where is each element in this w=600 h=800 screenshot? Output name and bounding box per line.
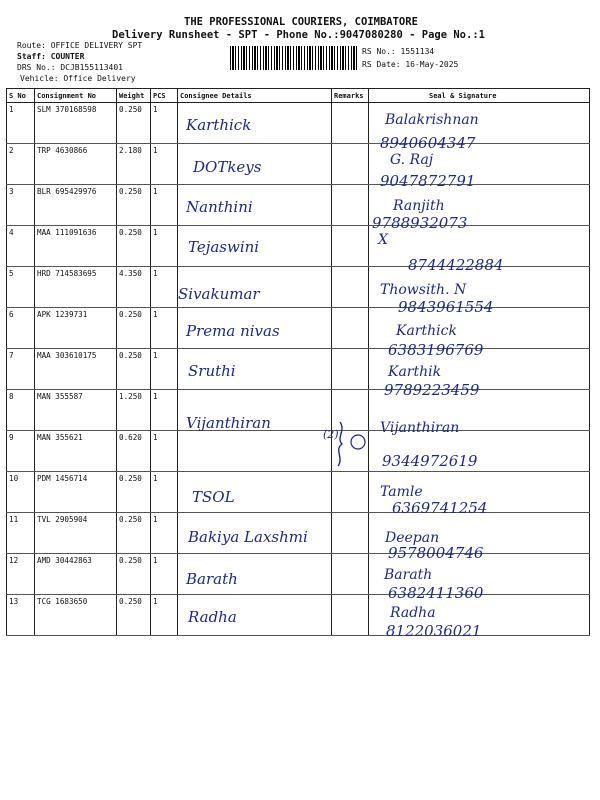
handwritten-signature-name: Tamle <box>380 484 423 500</box>
rs-date: RS Date: 16-May-2025 <box>362 60 459 69</box>
row-pcs: 1 <box>151 103 178 144</box>
row-weight: 0.250 <box>117 554 151 595</box>
table-row <box>7 390 590 431</box>
handwritten-signature-phone: 9843961554 <box>398 298 494 316</box>
row-weight: 0.250 <box>117 185 151 226</box>
col-remarks: Remarks <box>332 89 369 103</box>
row-consignment: TRP 4630866 <box>35 144 117 185</box>
row-pcs: 1 <box>151 554 178 595</box>
row-consignment: TCG 1683650 <box>35 595 117 636</box>
handwritten-signature-name: Ranjith <box>393 198 445 214</box>
row-sno: 2 <box>7 144 35 185</box>
row-pcs: 1 <box>151 144 178 185</box>
handwritten-consignee: Sruthi <box>188 362 236 380</box>
row-consignment: MAN 355621 <box>35 431 117 472</box>
row-consignment: BLR 695429976 <box>35 185 117 226</box>
row-consignment: MAN 355587 <box>35 390 117 431</box>
row-consignment: MAA 303610175 <box>35 349 117 390</box>
handwritten-signature-phone: 9344972619 <box>382 452 478 470</box>
table-row <box>7 595 590 636</box>
row-sno: 8 <box>7 390 35 431</box>
row-sno: 7 <box>7 349 35 390</box>
table-row <box>7 144 590 185</box>
col-signature: Seal & Signature <box>369 89 590 103</box>
row-weight: 0.250 <box>117 308 151 349</box>
table-header-row <box>7 89 590 103</box>
row-sno: 3 <box>7 185 35 226</box>
row-consignment: AMD 30442863 <box>35 554 117 595</box>
handwritten-signature-name: Thowsith. N <box>380 282 467 298</box>
handwritten-consignee: Sivakumar <box>178 285 260 303</box>
handwritten-signature-name: Balakrishnan <box>385 112 479 128</box>
rs-number: RS No.: 1551134 <box>362 47 435 56</box>
row-remarks-cell <box>332 226 369 267</box>
vehicle-text: Vehicle: Office Delivery <box>20 74 136 83</box>
handwritten-signature-name: Deepan <box>385 530 440 546</box>
handwritten-consignee: Vijanthiran <box>186 414 271 432</box>
row-remarks-cell <box>332 185 369 226</box>
handwritten-consignee: Bakiya Laxshmi <box>188 528 308 546</box>
row-sno: 12 <box>7 554 35 595</box>
row-remarks-cell <box>332 144 369 185</box>
handwritten-consignee: Radha <box>188 608 237 626</box>
handwritten-signature-phone: 9578004746 <box>388 544 484 562</box>
row-remarks-cell <box>332 595 369 636</box>
runsheet-table <box>6 88 590 636</box>
handwritten-signature-name: Radha <box>390 605 436 621</box>
handwritten-consignee: Prema nivas <box>186 322 280 340</box>
row-weight: 0.250 <box>117 226 151 267</box>
handwritten-signature-phone: 8744422884 <box>408 256 504 274</box>
handwritten-consignee: Karthick <box>186 116 252 134</box>
row-consignment: MAA 111091636 <box>35 226 117 267</box>
row-consignment: PDM 1456714 <box>35 472 117 513</box>
row-sno: 5 <box>7 267 35 308</box>
handwritten-signature-phone: 9788932073 <box>372 214 468 232</box>
handwritten-signature-phone: 6382411360 <box>388 584 484 602</box>
col-consignee: Consignee Details <box>178 89 332 103</box>
row-sno: 11 <box>7 513 35 554</box>
col-consignment: Consignment No <box>35 89 117 103</box>
remarks-mark: (2) <box>323 428 339 441</box>
handwritten-consignee: TSOL <box>192 488 235 506</box>
row-remarks-cell <box>332 554 369 595</box>
row-sno: 13 <box>7 595 35 636</box>
row-remarks-cell <box>332 267 369 308</box>
handwritten-signature-name: X <box>378 232 388 248</box>
row-pcs: 1 <box>151 308 178 349</box>
row-consignment: HRD 714583695 <box>35 267 117 308</box>
row-pcs: 1 <box>151 185 178 226</box>
row-weight: 0.250 <box>117 103 151 144</box>
company-title: THE PROFESSIONAL COURIERS, COIMBATORE <box>184 16 418 28</box>
row-consignment: TVL 2905904 <box>35 513 117 554</box>
row-sno: 1 <box>7 103 35 144</box>
table-row <box>7 349 590 390</box>
handwritten-signature-name: G. Raj <box>390 152 434 168</box>
handwritten-consignee: Tejaswini <box>188 238 260 256</box>
row-pcs: 1 <box>151 226 178 267</box>
row-pcs: 1 <box>151 431 178 472</box>
row-sno: 4 <box>7 226 35 267</box>
table-row <box>7 554 590 595</box>
row-weight: 2.180 <box>117 144 151 185</box>
handwritten-signature-name: Vijanthiran <box>380 420 460 436</box>
table-row <box>7 308 590 349</box>
table-row <box>7 472 590 513</box>
handwritten-signature-phone: 9047872791 <box>380 172 476 190</box>
row-pcs: 1 <box>151 349 178 390</box>
table-row <box>7 103 590 144</box>
row-weight: 0.250 <box>117 349 151 390</box>
barcode <box>230 46 358 70</box>
row-weight: 1.250 <box>117 390 151 431</box>
handwritten-signature-phone: 8940604347 <box>380 134 476 152</box>
handwritten-consignee: Nanthini <box>186 198 253 216</box>
handwritten-signature-name: Karthick <box>396 323 457 339</box>
row-sno: 9 <box>7 431 35 472</box>
remarks-bracket <box>330 418 370 468</box>
row-consignee-cell <box>178 431 332 472</box>
row-weight: 0.250 <box>117 513 151 554</box>
row-remarks-cell <box>332 103 369 144</box>
row-weight: 0.250 <box>117 472 151 513</box>
handwritten-signature-phone: 9789223459 <box>384 381 480 399</box>
row-pcs: 1 <box>151 267 178 308</box>
handwritten-signature-name: Karthik <box>388 364 442 380</box>
drs-text: DRS No.: DCJB155113401 <box>17 63 123 72</box>
row-weight: 4.350 <box>117 267 151 308</box>
row-weight: 0.620 <box>117 431 151 472</box>
row-remarks-cell <box>332 349 369 390</box>
row-pcs: 1 <box>151 513 178 554</box>
table-row <box>7 431 590 472</box>
row-remarks-cell <box>332 472 369 513</box>
row-pcs: 1 <box>151 472 178 513</box>
row-consignment: SLM 370168598 <box>35 103 117 144</box>
row-remarks-cell <box>332 513 369 554</box>
row-pcs: 1 <box>151 595 178 636</box>
handwritten-consignee: DOTkeys <box>193 158 262 176</box>
col-sno: S No <box>7 89 35 103</box>
handwritten-consignee: Barath <box>186 570 238 588</box>
runsheet-subtitle: Delivery Runsheet - SPT - Phone No.:9047080280 - Page No.:1 <box>112 29 485 41</box>
staff-text: Staff: COUNTER <box>17 52 85 61</box>
handwritten-signature-name: Barath <box>384 567 433 583</box>
table-row <box>7 185 590 226</box>
col-pcs: PCS <box>151 89 178 103</box>
handwritten-signature-phone: 6383196769 <box>388 341 484 359</box>
handwritten-signature-phone: 6369741254 <box>392 499 488 517</box>
route-text: Route: OFFICE DELIVERY SPT <box>17 41 143 50</box>
row-pcs: 1 <box>151 390 178 431</box>
row-remarks-cell <box>332 308 369 349</box>
handwritten-signature-phone: 8122036021 <box>386 622 482 640</box>
row-weight: 0.250 <box>117 595 151 636</box>
row-sno: 6 <box>7 308 35 349</box>
col-weight: Weight <box>117 89 151 103</box>
row-sno: 10 <box>7 472 35 513</box>
row-consignment: APK 1239731 <box>35 308 117 349</box>
